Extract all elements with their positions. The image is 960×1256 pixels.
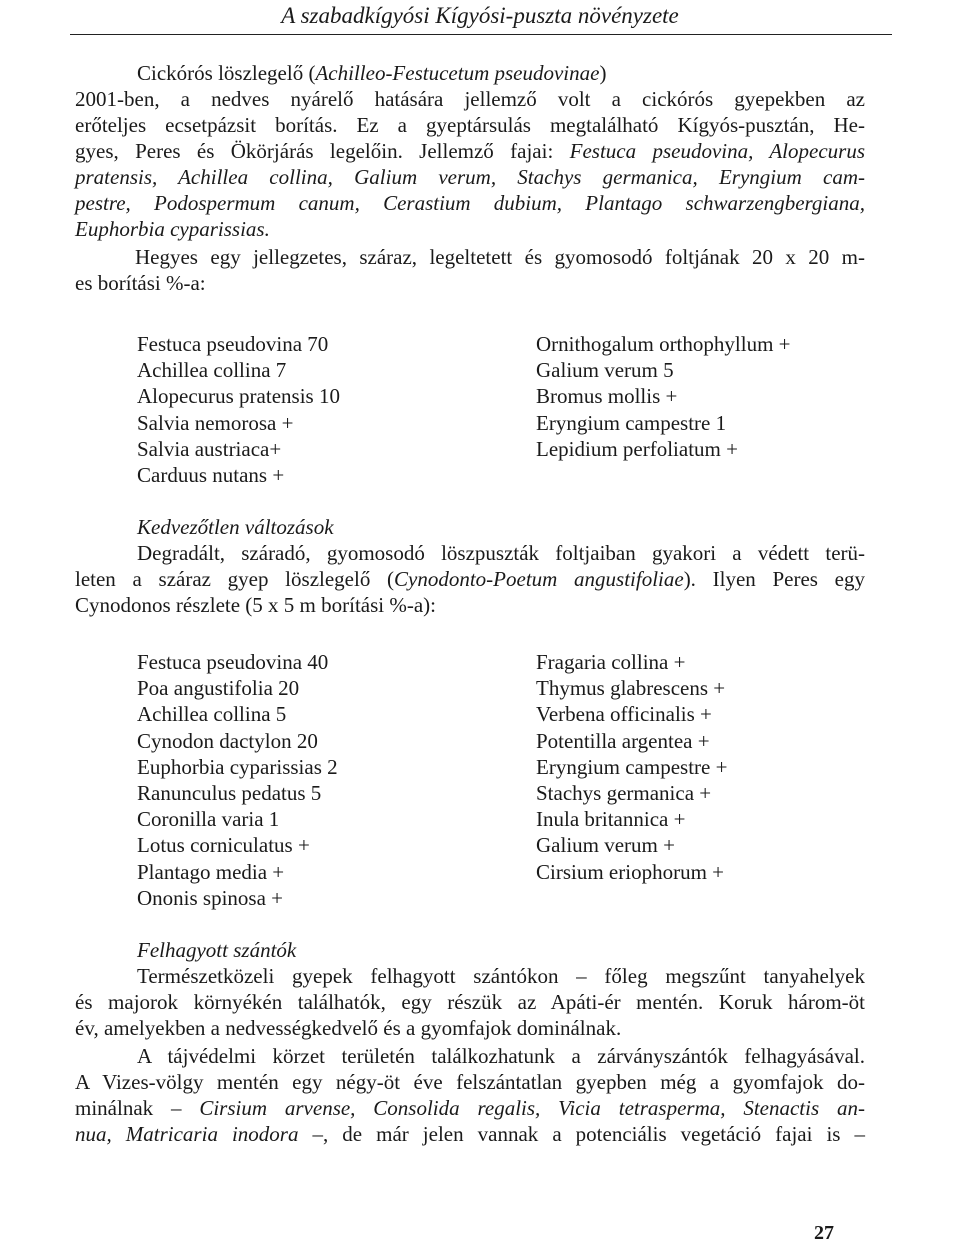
text-line: Cynodonos részlete (5 x 5 m borítási %-a):	[75, 593, 436, 617]
list-item: Salvia nemorosa +	[137, 410, 294, 435]
section2-paragraph	[75, 540, 865, 618]
list-item: Potentilla argentea +	[536, 728, 710, 753]
section2-species-list-right	[536, 649, 727, 885]
list-item: Euphorbia cyparissias 2	[137, 754, 338, 779]
list-item: Verbena officinalis +	[536, 702, 712, 727]
text-line: év, amelyekben a nedvességkedvelő és a gyomfajok dominálnak.	[75, 1016, 622, 1040]
list-item: Achillea collina 5	[137, 702, 287, 727]
text-line: leten a száraz gyep löszlegelő (Cynodonto-Poetum angustifoliae). Ilyen Peres egy	[75, 567, 865, 591]
list-item: Festuca pseudovina 70	[137, 332, 329, 356]
list-item: Fragaria collina +	[536, 650, 686, 674]
list-item: Carduus nutans +	[137, 463, 285, 488]
list-item: Stachys germanica +	[536, 781, 712, 806]
text-line: Euphorbia cyparissias.	[75, 217, 270, 241]
list-item: Thymus glabrescens +	[536, 676, 726, 701]
list-item: Eryngium campestre 1	[536, 410, 727, 435]
section3-paragraph-1	[75, 963, 865, 1041]
list-item: Achillea collina 7	[137, 358, 287, 383]
list-item: Alopecurus pratensis 10	[137, 384, 340, 409]
list-item: Ononis spinosa +	[137, 885, 284, 910]
text-line: és majorok környékén találhatók, egy részük az Apáti-ér mentén. Koruk három-öt	[75, 990, 865, 1014]
text-line: pratensis, Achillea collina, Galium verum, Stachys germanica, Eryngium cam-	[75, 165, 865, 189]
section2-species-list-left	[137, 649, 338, 911]
section1-paragraph	[75, 86, 865, 242]
text-line: es borítási %-a:	[75, 271, 206, 295]
section3-heading: Felhagyott szántók	[137, 938, 297, 962]
text-line: 2001-ben, a nedves nyárelő hatására jellemző volt a cickórós gyepekben az	[75, 87, 865, 111]
text-line: A tájvédelmi körzet területén találkozhatunk a zárványszántók felhagyásával.	[137, 1044, 865, 1068]
section1-species-list-right	[536, 331, 791, 462]
text-line: nua, Matricaria inodora –, de már jelen vannak a potenciális vegetáció fajai is –	[75, 1122, 866, 1146]
list-item: Eryngium campestre +	[536, 754, 728, 779]
list-item: Ranunculus pedatus 5	[137, 781, 322, 806]
text-line: Természetközeli gyepek felhagyott szántókon – főleg megszűnt tanyahelyek	[137, 964, 865, 988]
text-line: Hegyes egy jellegzetes, száraz, legeltetett és gyomosodó foltjának 20 x 20 m-	[135, 245, 865, 269]
section2-heading: Kedvezőtlen változások	[137, 515, 334, 539]
section3-paragraph-2	[75, 1043, 865, 1147]
list-item: Coronilla varia 1	[137, 807, 280, 832]
list-item: Cynodon dactylon 20	[137, 728, 318, 753]
section1-sample-intro	[75, 244, 865, 296]
list-item: Ornithogalum orthophyllum +	[536, 332, 791, 356]
list-item: Inula britannica +	[536, 807, 686, 832]
section1-title: Cickórós löszlegelő (Achilleo-Festucetum pseudovinae)	[137, 61, 607, 85]
text-line: Degradált, száradó, gyomosodó löszpuszták foltjaiban gyakori a védett terü-	[137, 541, 865, 565]
list-item: Galium verum 5	[536, 358, 674, 383]
text-line: A Vizes-völgy mentén egy négy-öt éve felszántatlan gyepben még a gyomfajok do-	[75, 1070, 865, 1094]
list-item: Festuca pseudovina 40	[137, 650, 329, 674]
text-line: minálnak – Cirsium arvense, Consolida regalis, Vicia tetrasperma, Stenactis an-	[75, 1096, 865, 1120]
text-line: pestre, Podospermum canum, Cerastium dubium, Plantago schwarzengbergiana,	[75, 191, 865, 215]
list-item: Plantago media +	[137, 859, 285, 884]
list-item: Lotus corniculatus +	[137, 833, 310, 858]
running-header: A szabadkígyósi Kígyósi-puszta növényzete	[281, 3, 679, 28]
text-line: erőteljes ecsetpázsit borítás. Ez a gyeptársulás megtalálható Kígyós-pusztán, He-	[75, 113, 865, 137]
list-item: Bromus mollis +	[536, 384, 678, 409]
list-item: Poa angustifolia 20	[137, 676, 300, 701]
header-rule	[70, 34, 892, 35]
list-item: Cirsium eriophorum +	[536, 859, 724, 884]
section1-species-list-left	[137, 331, 340, 488]
list-item: Salvia austriaca+	[137, 436, 282, 461]
list-item: Lepidium perfoliatum +	[536, 436, 738, 461]
text-line: gyes, Peres és Ökörjárás legelőin. Jellemző fajai: Festuca pseudovina, Alopecurus	[75, 139, 865, 163]
page-number: 27	[814, 1222, 834, 1244]
list-item: Galium verum +	[536, 833, 675, 858]
